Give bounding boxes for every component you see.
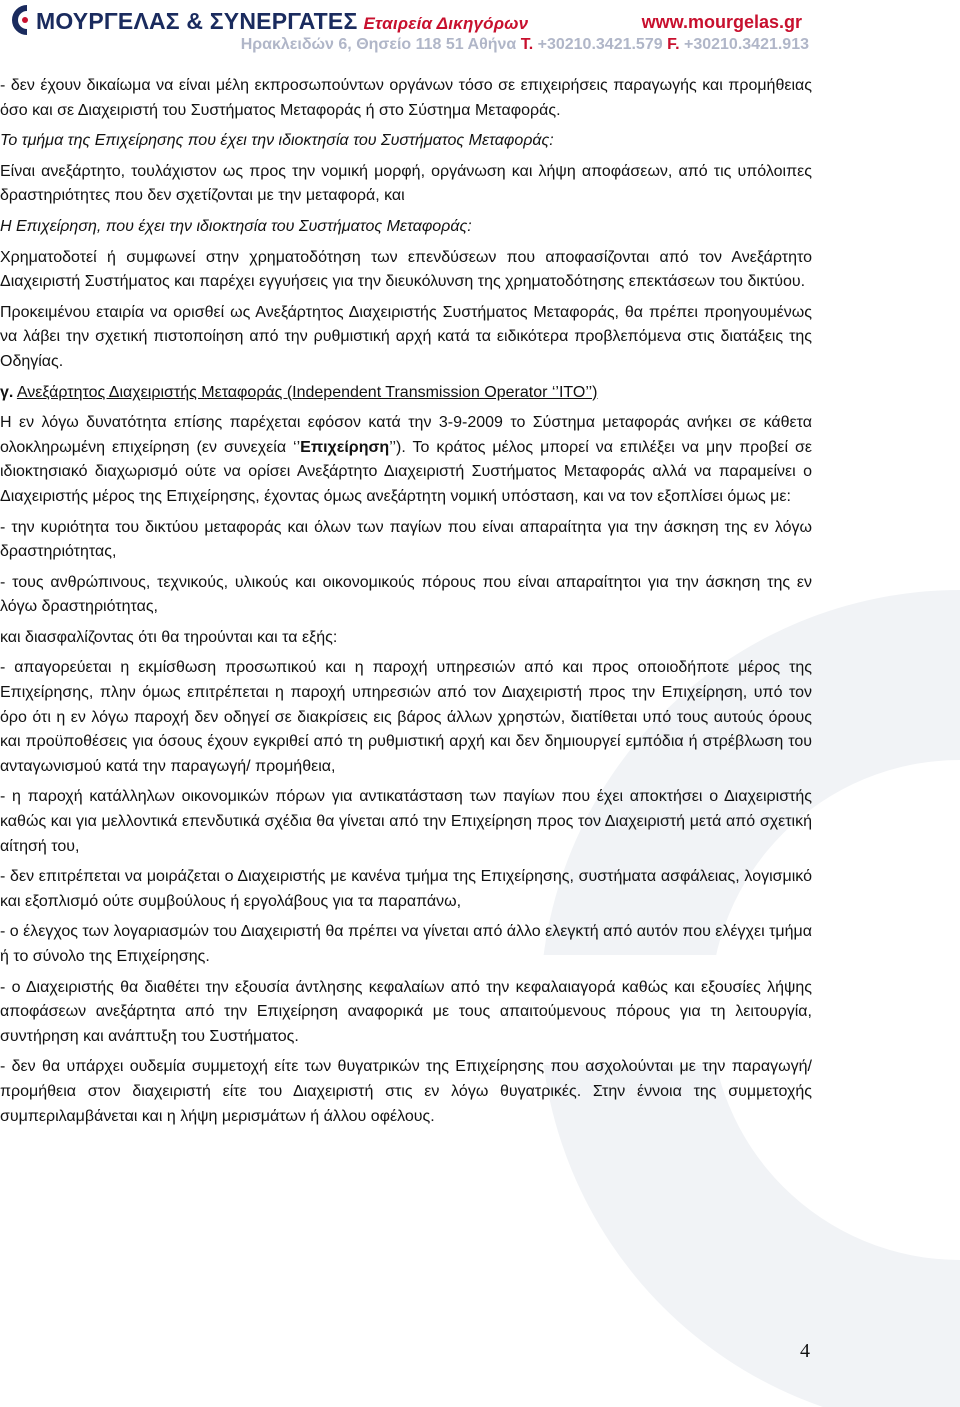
paragraph: και διασφαλίζοντας ότι θα τηρούνται και τα εξής: <box>0 628 338 646</box>
paragraph: Είναι ανεξάρτητο, τουλάχιστον ως προς την νομική μορφή, οργάνωση και λήψη αποφάσεων, από τις υπόλοιπες δραστηριότητες που δεν σχετίζονται με την μεταφορά, και <box>0 162 812 205</box>
list-item: - την κυριότητα του δικτύου μεταφοράς και όλων των παγίων που είναι απαραίτητα για την άσκηση της εν λόγω δραστηριότητας, <box>0 518 812 561</box>
company-subtitle: Εταιρεία Δικηγόρων <box>363 14 529 33</box>
section-heading <box>0 381 812 406</box>
section-title: Ανεξάρτητος Διαχειριστής Μεταφοράς (Independent Transmission Operator ‘’ITO’’) <box>16 383 598 401</box>
letterhead <box>0 0 960 62</box>
list-item: - δεν θα υπάρχει ουδεμία συμμετοχή είτε των θυγατρικών της Επιχείρησης που ασχολούνται με την παραγωγή/ προμήθεια στον διαχειριστή είτε του Διαχειριστή στις εν λόγω θυγατρικές. Στην έννοια της συμμετοχής συμπεριλαμβάνεται και η λήψη μερισμάτων ή άλλου οφέλους. <box>0 1058 812 1125</box>
phone-label: Τ. <box>520 36 534 53</box>
company-logo-icon <box>3 4 31 36</box>
paragraph: Το τμήμα της Επιχείρησης που έχει την ιδιοκτησία του Συστήματος Μεταφοράς: <box>0 132 554 150</box>
fax-label: F. <box>667 36 680 53</box>
bold-term: Επιχείρηση <box>300 438 390 456</box>
list-item: - απαγορεύεται η εκμίσθωση προσωπικού και η παροχή υπηρεσιών από και προς οποιοδήποτε μέρος της Επιχείρησης, πλην όμως επιτρέπεται η παροχή υπηρεσιών από τον Διαχειριστή προς την Επιχείρηση, υπό τον όρο ότι η εν λόγω παροχή δεν οδηγεί σε διακρίσεις εις βάρος άλλων χρηστών, διατίθεται υπό τους αυτούς όρους και προϋποθέσεις για όσους έχουν εγκριθεί από τη ρυθμιστική αρχή και δεν δημιουργεί εμπόδια ή στρέβλωση του ανταγωνισμού κατά την παραγωγή/ προμήθεια, <box>0 659 812 775</box>
paragraph: - δεν έχουν δικαίωμα να είναι μέλη εκπροσωπούντων οργάνων τόσο σε επιχειρήσεις παραγωγής και προμήθειας όσο και σε Διαχειριστή του Συστήματος Μεταφοράς ή στο Σύστημα Μεταφοράς. <box>0 77 812 119</box>
paragraph: Η Επιχείρηση, που έχει την ιδιοκτησία του Συστήματος Μεταφοράς: <box>0 217 472 235</box>
contact-line <box>241 36 809 54</box>
paragraph-text: ’’). Το κράτος μέλος μπορεί να επιλέξει να μην προβεί σε ιδιοκτησιακό διαχωρισμό ούτε να ορίσει Ανεξάρτητο Διαχειριστή Συστήματος Μεταφοράς αλλά να παραμείνει ο Διαχειριστής μέρος της Επιχείρησης, έχοντας όμως ανεξάρτητη νομική υπόσταση, και να τον εξοπλίσει όμως με: <box>0 438 812 505</box>
website-link[interactable]: www.mourgelas.gr <box>641 12 802 32</box>
section-letter: γ. <box>0 383 14 401</box>
paragraph <box>0 411 812 509</box>
list-item: - η παροχή κατάλληλων οικονομικών πόρων για αντικατάσταση των παγίων που έχει αποκτήσει ο Διαχειριστής καθώς και για μελλοντικά επενδυτικά σχέδια θα γίνεται από την Επιχείρηση προς τον Διαχειριστή μετά από σχετική αίτησή του, <box>0 788 812 855</box>
list-item: - τους ανθρώπινους, τεχνικούς, υλικούς και οικονομικούς πόρους που είναι απαραίτητοι για την άσκηση της εν λόγω δραστηριότητας, <box>0 573 812 616</box>
list-item: - δεν επιτρέπεται να μοιράζεται ο Διαχειριστής με κανένα τμήμα της Επιχείρησης, συστήματα ασφάλειας, λογισμικό και εξοπλισμό ούτε συμβούλους ή εργολάβους για τα παραπάνω, <box>0 868 812 910</box>
phone-number: +30210.3421.579 <box>537 36 663 53</box>
page-number: 4 <box>800 1340 810 1362</box>
paragraph: Προκειμένου εταιρία να ορισθεί ως Ανεξάρτητος Διαχειριστής Συστήματος Μεταφοράς, θα πρέπει προηγουμένως να λάβει την σχετική πιστοποίηση από την ρυθμιστική αρχή κατά τα ειδικότερα προβλεπόμενα στις διατάξεις της Οδηγίας. <box>0 303 812 370</box>
fax-number: +30210.3421.913 <box>683 36 809 53</box>
paragraph: Χρηματοδοτεί ή συμφωνεί στην χρηματοδότηση των επενδύσεων που αποφασίζονται από τον Ανεξάρτητο Διαχειριστή Συστήματος και παρέχει εγγυήσεις για την διευκόλυνση της χρηματοδότησης επεκτάσεων του δικτύου. <box>0 248 812 291</box>
paragraph-text: Η εν λόγω δυνατότητα επίσης παρέχεται εφόσον κατά την 3-9-2009 το Σύστημα μεταφοράς ανήκει σε κάθετα ολοκληρωμένη επιχείρηση (εν συνεχεία ‘’ <box>0 414 812 456</box>
address-text: Ηρακλειδών 6, Θησείο 118 51 Αθήνα <box>240 36 517 53</box>
list-item: - ο Διαχειριστής θα διαθέτει την εξουσία άντλησης κεφαλαίων από την κεφαλαιαγορά καθώς και εξουσίες λήψης αποφάσεων ανεξάρτητα από την Επιχείρηση αναφορικά με τους απαιτούμενους πόρους για τη λειτουργία, συντήρηση και ανάπτυξη του Συστήματος. <box>0 978 812 1045</box>
document-body <box>0 74 812 1135</box>
list-item: - ο έλεγχος των λογαριασμών του Διαχειριστή θα πρέπει να γίνεται από άλλο ελεγκτή από αυτόν που ελέγχει τμήμα ή το σύνολο της Επιχείρησης. <box>0 923 812 965</box>
company-name-text: ΜΟΥΡΓΕΛΑΣ & ΣΥΝΕΡΓΑΤΕΣ <box>36 8 358 34</box>
company-name <box>36 8 528 35</box>
